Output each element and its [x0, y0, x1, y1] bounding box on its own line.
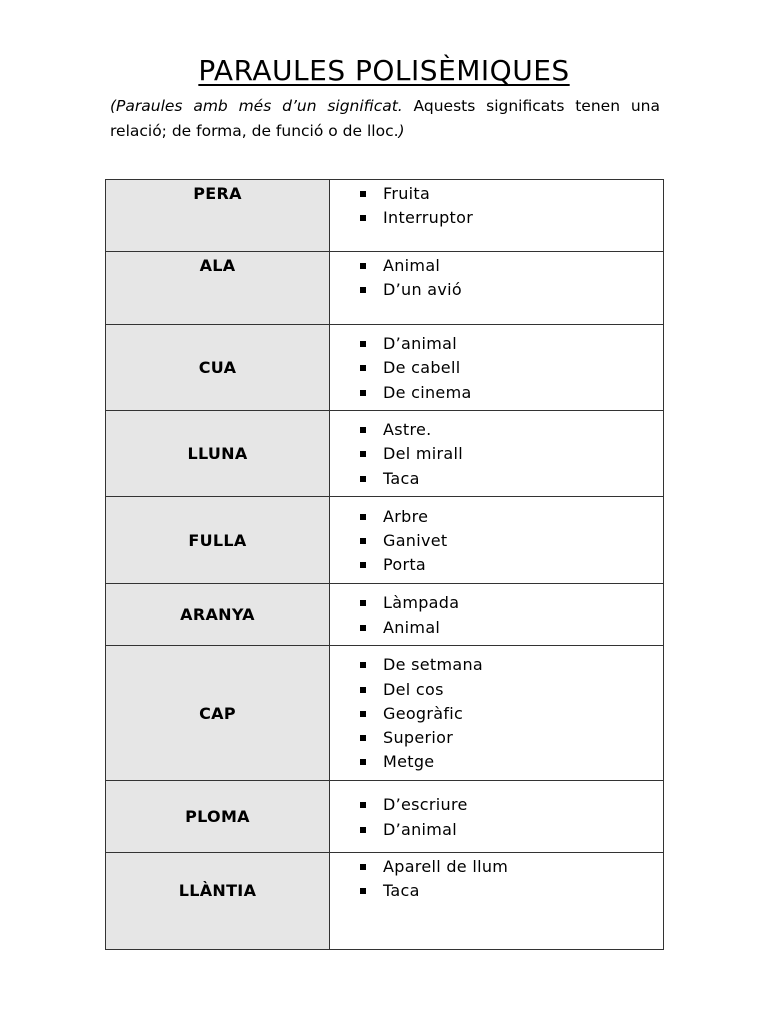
word-cell: CUA: [106, 325, 330, 411]
polysemy-table: [105, 179, 664, 950]
meanings-cell: [330, 180, 664, 252]
meanings-cell: [330, 646, 664, 781]
list-item: D’un avió: [360, 278, 663, 302]
subtitle-italic: (Paraules amb més d’un significat.: [110, 97, 403, 115]
list-item: Ganivet: [360, 529, 663, 553]
meanings-list: [330, 853, 663, 904]
word-cell: CAP: [106, 646, 330, 781]
subtitle-normal: Aquests significats tenen una relació; de forma, de funció o de lloc.: [110, 97, 660, 140]
table-row: [106, 781, 664, 853]
page-subtitle: [110, 94, 660, 144]
table-row: [106, 584, 664, 646]
list-item: D’escriure: [360, 793, 663, 817]
list-item: Metge: [360, 750, 663, 774]
meanings-list: [330, 330, 663, 405]
list-item: Del mirall: [360, 442, 663, 466]
word-cell: PLOMA: [106, 781, 330, 853]
meanings-list: [330, 589, 663, 640]
meanings-list: [330, 252, 663, 303]
list-item: De cabell: [360, 356, 663, 380]
meanings-list: [330, 791, 663, 842]
meanings-list: [330, 180, 663, 231]
table-row: [106, 252, 664, 325]
word-cell: ARANYA: [106, 584, 330, 646]
meanings-list: [330, 651, 663, 774]
word-cell: ALA: [106, 252, 330, 325]
list-item: Porta: [360, 553, 663, 577]
table-row: [106, 646, 664, 781]
table-row: [106, 180, 664, 252]
list-item: Animal: [360, 254, 663, 278]
meanings-list: [330, 416, 663, 491]
meanings-cell: [330, 853, 664, 950]
list-item: Interruptor: [360, 206, 663, 230]
list-item: Làmpada: [360, 591, 663, 615]
meanings-cell: [330, 411, 664, 497]
table-row: [106, 853, 664, 950]
list-item: Taca: [360, 879, 663, 903]
list-item: Fruita: [360, 182, 663, 206]
list-item: Aparell de llum: [360, 855, 663, 879]
meanings-cell: [330, 497, 664, 584]
list-item: Arbre: [360, 505, 663, 529]
table-row: [106, 497, 664, 584]
list-item: Superior: [360, 726, 663, 750]
word-cell: LLUNA: [106, 411, 330, 497]
meanings-cell: [330, 252, 664, 325]
list-item: Geogràfic: [360, 702, 663, 726]
page-title: PARAULES POLISÈMIQUES: [198, 54, 570, 87]
list-item: Taca: [360, 467, 663, 491]
table-row: [106, 411, 664, 497]
meanings-list: [330, 503, 663, 578]
table-row: [106, 325, 664, 411]
word-cell: LLÀNTIA: [106, 853, 330, 950]
meanings-cell: [330, 584, 664, 646]
meanings-cell: [330, 781, 664, 853]
subtitle-closing: ): [398, 122, 405, 140]
list-item: De setmana: [360, 653, 663, 677]
list-item: D’animal: [360, 818, 663, 842]
list-item: De cinema: [360, 381, 663, 405]
list-item: Del cos: [360, 678, 663, 702]
word-cell: FULLA: [106, 497, 330, 584]
list-item: D’animal: [360, 332, 663, 356]
word-cell: PERA: [106, 180, 330, 252]
meanings-cell: [330, 325, 664, 411]
list-item: Astre.: [360, 418, 663, 442]
list-item: Animal: [360, 616, 663, 640]
